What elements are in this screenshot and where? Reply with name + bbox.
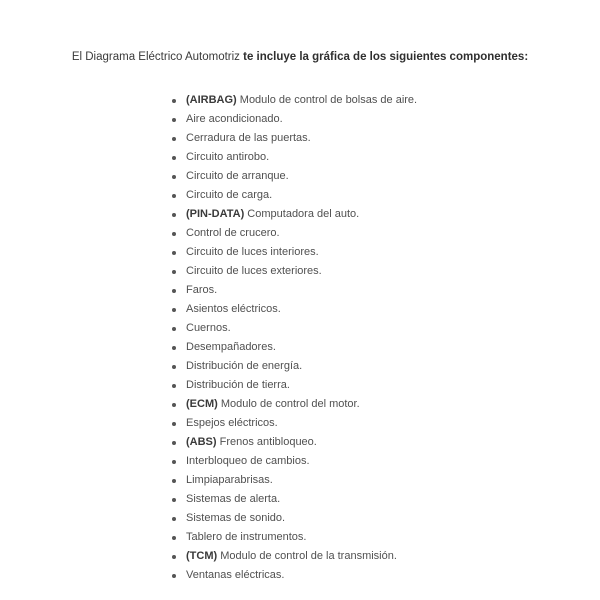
component-text: Ventanas eléctricas. (186, 569, 285, 581)
list-item (172, 224, 417, 243)
bullet-icon (172, 327, 176, 331)
bullet-icon (172, 536, 176, 540)
component-text: Circuito de luces interiores. (186, 246, 319, 258)
list-item (172, 357, 417, 376)
intro-paragraph (60, 49, 540, 66)
component-text: Distribución de energía. (186, 360, 303, 372)
list-item (172, 319, 417, 338)
component-text: Asientos eléctricos. (186, 303, 281, 315)
list-item (172, 471, 417, 490)
bullet-icon (172, 175, 176, 179)
bullet-icon (172, 213, 176, 217)
list-item (172, 262, 417, 281)
list-item (172, 414, 417, 433)
list-item (172, 376, 417, 395)
bullet-icon (172, 403, 176, 407)
list-item (172, 566, 417, 585)
component-text: Circuito de carga. (186, 189, 273, 201)
bullet-icon (172, 479, 176, 483)
bullet-icon (172, 441, 176, 445)
bullet-icon (172, 346, 176, 350)
list-item (172, 167, 417, 186)
bullet-icon (172, 99, 176, 103)
bullet-icon (172, 574, 176, 578)
component-code: (PIN-DATA) (186, 208, 245, 220)
bullet-icon (172, 270, 176, 274)
component-code: (ECM) (186, 398, 218, 410)
component-text: Espejos eléctricos. (186, 417, 278, 429)
components-list (172, 91, 417, 585)
list-item (172, 528, 417, 547)
list-item (172, 91, 417, 110)
list-item (172, 148, 417, 167)
component-code: (AIRBAG) (186, 94, 237, 106)
list-item (172, 547, 417, 566)
component-text: Computadora del auto. (244, 208, 360, 220)
bullet-icon (172, 251, 176, 255)
bullet-icon (172, 289, 176, 293)
bullet-icon (172, 118, 176, 122)
list-item (172, 338, 417, 357)
component-text: Modulo de control de bolsas de aire. (236, 94, 418, 106)
list-item (172, 205, 417, 224)
component-text: Sistemas de alerta. (186, 493, 281, 505)
list-item (172, 300, 417, 319)
list-item (172, 186, 417, 205)
component-text: Desempañadores. (186, 341, 276, 353)
component-text: Circuito de luces exteriores. (186, 265, 322, 277)
component-text: Aire acondicionado. (186, 113, 283, 125)
bullet-icon (172, 308, 176, 312)
bullet-icon (172, 194, 176, 198)
component-text: Modulo de control de la transmisión. (217, 550, 397, 562)
component-text: Faros. (186, 284, 218, 296)
bullet-icon (172, 156, 176, 160)
bullet-icon (172, 137, 176, 141)
bullet-icon (172, 498, 176, 502)
list-item (172, 110, 417, 129)
list-item (172, 395, 417, 414)
component-text: Interbloqueo de cambios. (186, 455, 310, 467)
list-item (172, 281, 417, 300)
component-text: Modulo de control del motor. (217, 398, 360, 410)
bullet-icon (172, 232, 176, 236)
component-text: Circuito antirobo. (186, 151, 270, 163)
list-item (172, 433, 417, 452)
bullet-icon (172, 365, 176, 369)
component-text: Circuito de arranque. (186, 170, 289, 182)
component-text: Tablero de instrumentos. (186, 531, 307, 543)
list-item (172, 243, 417, 262)
bullet-icon (172, 555, 176, 559)
component-text: Cerradura de las puertas. (186, 132, 311, 144)
intro-prefix: El Diagrama Eléctrico Automotriz (71, 50, 244, 63)
component-code: (ABS) (186, 436, 217, 448)
component-text: Control de crucero. (186, 227, 280, 239)
intro-bold-text: te incluye la gráfica de los siguientes componentes: (243, 50, 529, 63)
list-item (172, 509, 417, 528)
bullet-icon (172, 422, 176, 426)
component-text: Sistemas de sonido. (186, 512, 286, 524)
component-text: Cuernos. (186, 322, 231, 334)
component-text: Limpiaparabrisas. (186, 474, 273, 486)
bullet-icon (172, 517, 176, 521)
component-text: Frenos antibloqueo. (216, 436, 317, 448)
list-item (172, 129, 417, 148)
component-code: (TCM) (186, 550, 218, 562)
list-item (172, 452, 417, 471)
bullet-icon (172, 384, 176, 388)
component-text: Distribución de tierra. (186, 379, 290, 391)
bullet-icon (172, 460, 176, 464)
list-item (172, 490, 417, 509)
